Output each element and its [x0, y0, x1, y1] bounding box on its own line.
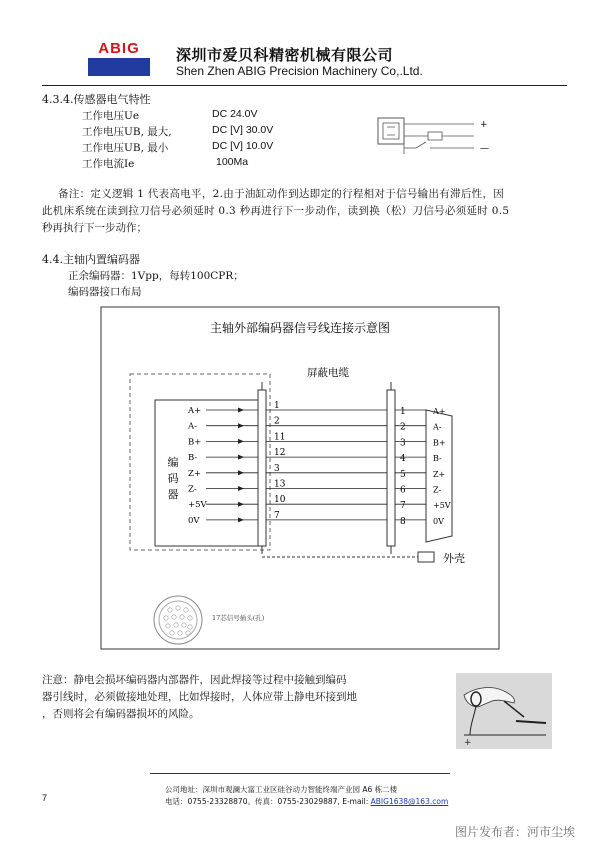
cable-left-end: [258, 390, 266, 546]
wire-group: [187, 401, 451, 527]
encoder-spec: 正余编码器：1Vpp，每转100CPR；: [68, 270, 244, 282]
signal-label-right: Z+: [433, 469, 446, 479]
pin-number-right: 7: [400, 501, 406, 512]
diagram-title: 主轴外部编码器信号线连接示意图: [209, 321, 391, 335]
sensor-plus: +: [480, 120, 488, 130]
company-name-cn: 深圳市爱贝科精密机械有限公司: [176, 46, 394, 64]
caution-line: ，否则将会有编码器损坏的风险。: [42, 708, 200, 720]
arrow: [238, 486, 244, 491]
signal-label-left: B-: [188, 453, 198, 464]
company-name-en: Shen Zhen ABIG Precision Machinery Co,.Ltd.: [176, 64, 423, 78]
pin-number-left: 12: [274, 448, 286, 459]
arrow: [238, 502, 244, 507]
signal-label-right: Z-: [433, 485, 442, 495]
signal-label-right: A-: [433, 422, 442, 432]
note-line: 秒再执行下一步动作；: [42, 222, 147, 234]
footer-contact: [165, 796, 448, 807]
logo-mark: [88, 58, 150, 76]
pin-number-right: 8: [400, 516, 406, 527]
arrow: [238, 439, 244, 444]
spec-value: DC [V] 30.0V: [212, 124, 274, 136]
shell-label: 外壳: [443, 552, 465, 565]
encoder-layout-caption: 编码器接口布局: [68, 286, 142, 298]
pin-number-left: 3: [274, 463, 280, 474]
signal-label-left: Z+: [188, 468, 202, 479]
signal-label-right: B+: [433, 438, 446, 448]
footer-phone-fax: 电话：0755-23328870。传真：0755-23029887, E-mail:: [165, 797, 371, 806]
footer-divider: [150, 773, 450, 774]
arrow: [238, 470, 244, 475]
encoder-char: 器: [167, 488, 179, 501]
spec-value: 100Ma: [216, 156, 249, 168]
arrow: [238, 408, 244, 413]
signal-label-right: B-: [433, 454, 442, 464]
spec-value: DC 24.0V: [212, 108, 258, 120]
pin-number-left: 11: [274, 432, 286, 443]
sensor-symbol: [370, 110, 520, 162]
caution-line: 注意：静电会损坏编码器内部器件，因此焊接等过程中接触到编码: [42, 674, 347, 686]
pin-number-right: 3: [400, 438, 406, 449]
signal-label-left: +5V: [188, 500, 207, 511]
signal-label-right: 0V: [433, 516, 444, 526]
grounding-illustration: [456, 673, 552, 749]
arrow: [238, 517, 244, 522]
encoder-wiring-diagram: [100, 306, 500, 650]
spec-label: 工作电压UB, 最大,: [82, 126, 172, 138]
signal-label-right: A+: [433, 407, 446, 416]
header-divider: [42, 85, 567, 86]
pin-number-right: 1: [400, 407, 406, 417]
watermark: 图片发布者：河市尘埃: [455, 825, 576, 839]
pin-number-right: 5: [400, 469, 406, 480]
pin-number-left: 2: [274, 416, 280, 427]
note-line: 此机床系统在读到拉刀信号必须延时 0.3 秒再进行下一步动作，读到换（松）刀信号必须延时 0.5: [42, 205, 510, 217]
signal-label-left: 0V: [188, 515, 200, 526]
encoder-char: 编: [167, 456, 179, 469]
signal-label-left: A+: [188, 406, 202, 416]
shell-ground: [418, 552, 434, 562]
cable-right-end: [387, 390, 395, 546]
logo-text: ABIG: [98, 40, 140, 57]
page-number: 7: [42, 793, 48, 803]
note-line: 备注：定义逻辑 1 代表高电平，2.由于油缸动作到达即定的行程相对于信号输出有滞后性，因: [58, 188, 505, 200]
cable-label: 屏蔽电缆: [307, 367, 349, 379]
section-434-title: 4.3.4.传感器电气特性: [42, 93, 151, 106]
sensor-minus: —: [480, 144, 489, 154]
footer-address: 公司地址：深圳市观澜大富工业区硅谷动力智能终端产业园 A6 栋二楼: [165, 785, 398, 794]
footer-email-link[interactable]: ABIG1638@163.com: [370, 797, 449, 806]
spec-label: 工作电压UB, 最小: [82, 142, 169, 154]
encoder-char: 码: [167, 472, 179, 485]
connector-pin-face: [154, 596, 202, 644]
pin-number-left: 13: [274, 479, 286, 490]
signal-label-left: Z-: [188, 484, 197, 495]
pin-number-left: 1: [274, 401, 280, 411]
spec-value: DC [V] 10.0V: [212, 140, 274, 152]
pin-number-right: 4: [400, 454, 406, 465]
signal-label-right: +5V: [433, 501, 451, 511]
spec-label: 工作电压Ue: [82, 110, 140, 122]
signal-label-left: B+: [188, 437, 202, 448]
arrow: [238, 423, 244, 428]
pin-number-left: 10: [274, 495, 286, 506]
arrow: [238, 455, 244, 460]
section-44-title: 4.4.主轴内置编码器: [42, 253, 140, 266]
connector-label: 17芯信号插头(孔): [212, 614, 265, 622]
pin-number-left: 7: [274, 510, 280, 521]
caution-line: 器引线时，必须做接地处理，比如焊接时，人体应带上静电环接到地: [42, 691, 357, 703]
spec-label: 工作电流Ie: [82, 158, 135, 170]
pin-number-right: 2: [400, 422, 406, 433]
svg-text:+: +: [464, 738, 472, 748]
signal-label-left: A-: [188, 421, 198, 432]
pin-number-right: 6: [400, 485, 406, 496]
